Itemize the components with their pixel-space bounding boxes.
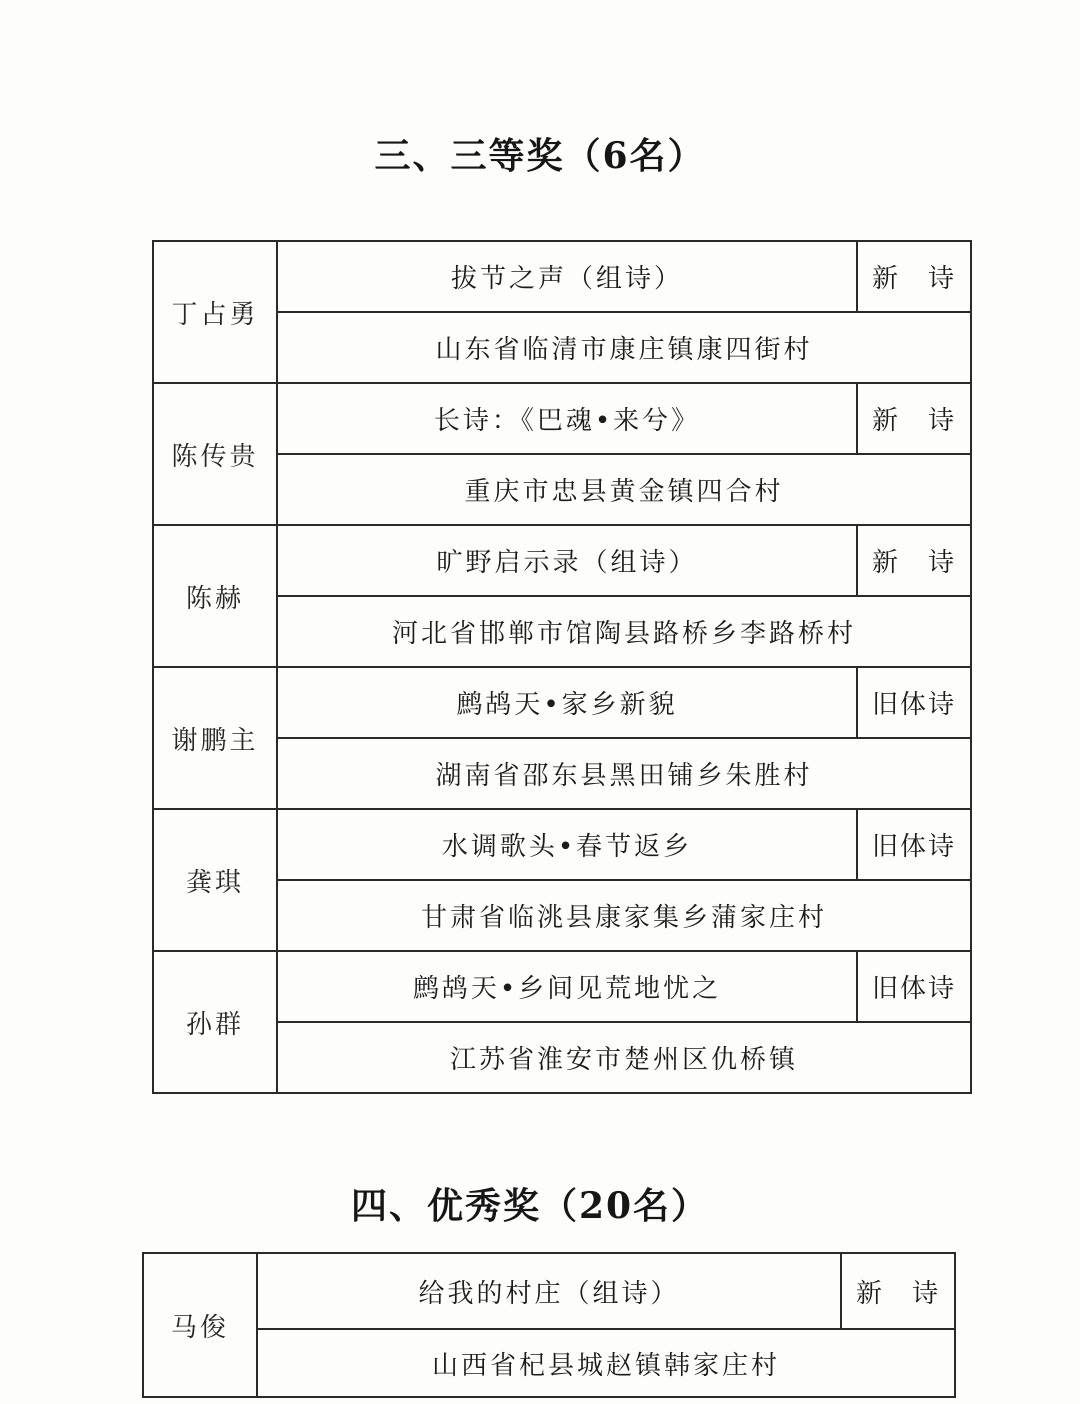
- work-genre: 旧体诗: [857, 667, 971, 738]
- work-title: 鹧鸪天•乡间见荒地忧之: [277, 951, 857, 1022]
- work-title: 鹧鸪天•家乡新貌: [277, 667, 857, 738]
- work-genre: 新 诗: [857, 383, 971, 454]
- winner-address: 山西省杞县城赵镇韩家庄村: [257, 1329, 955, 1397]
- section-title-third-prize: 三、三等奖（6名）: [374, 135, 706, 177]
- work-genre: 旧体诗: [857, 951, 971, 1022]
- table-row: [153, 667, 971, 738]
- winner-address: 湖南省邵东县黑田铺乡朱胜村: [277, 738, 971, 809]
- table-row: [153, 241, 971, 312]
- winner-name: 孙群: [153, 951, 277, 1093]
- winner-name: 陈赫: [153, 525, 277, 667]
- excellent-prize-table: [142, 1252, 956, 1398]
- work-genre: 旧体诗: [857, 809, 971, 880]
- winner-address: 重庆市忠县黄金镇四合村: [277, 454, 971, 525]
- work-title: 长诗：《巴魂•来兮》: [277, 383, 857, 454]
- table-row: [153, 383, 971, 454]
- work-genre: 新 诗: [857, 525, 971, 596]
- third-prize-table: [152, 240, 972, 1094]
- table-row: [143, 1329, 955, 1397]
- work-genre: 新 诗: [841, 1253, 955, 1329]
- section-title-excellent-prize: 四、优秀奖（20名）: [350, 1185, 710, 1227]
- winner-address: 河北省邯郸市馆陶县路桥乡李路桥村: [277, 596, 971, 667]
- winner-name: 龚琪: [153, 809, 277, 951]
- winner-name: 马俊: [143, 1253, 257, 1397]
- winner-address: 江苏省淮安市楚州区仇桥镇: [277, 1022, 971, 1093]
- table-row: [143, 1253, 955, 1329]
- winner-name: 谢鹏主: [153, 667, 277, 809]
- table-row: [153, 951, 971, 1022]
- winner-name: 丁占勇: [153, 241, 277, 383]
- table-row: [153, 809, 971, 880]
- work-title: 旷野启示录（组诗）: [277, 525, 857, 596]
- table-row: [153, 525, 971, 596]
- work-title: 水调歌头•春节返乡: [277, 809, 857, 880]
- work-genre: 新 诗: [857, 241, 971, 312]
- work-title: 给我的村庄（组诗）: [257, 1253, 841, 1329]
- work-title: 拔节之声（组诗）: [277, 241, 857, 312]
- winner-address: 甘肃省临洮县康家集乡蒲家庄村: [277, 880, 971, 951]
- winner-address: 山东省临清市康庄镇康四街村: [277, 312, 971, 383]
- winner-name: 陈传贵: [153, 383, 277, 525]
